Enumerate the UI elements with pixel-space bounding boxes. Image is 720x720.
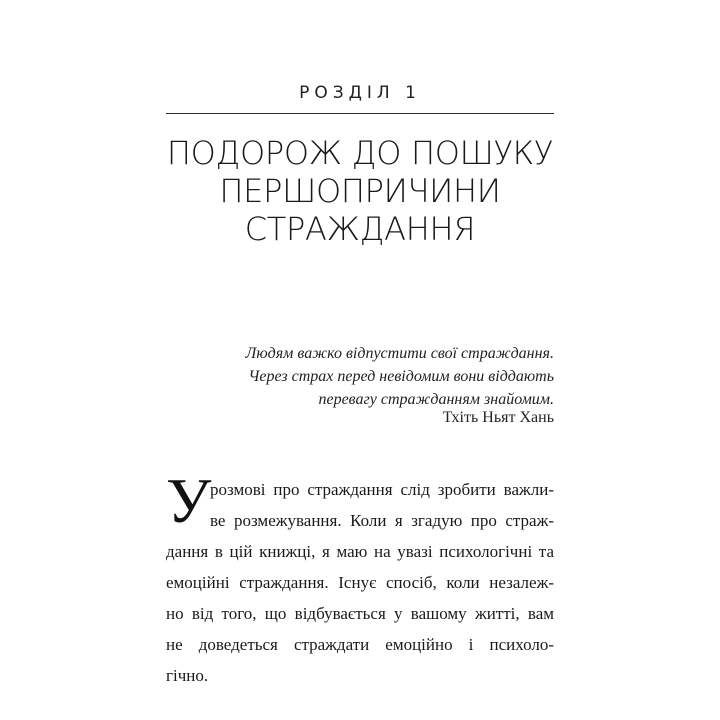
- body-line: дання в цій книжці, я маю на увазі психологічні та: [166, 542, 554, 561]
- chapter-title-line: ПЕРШОПРИЧИНИ: [219, 172, 501, 210]
- body-line: не доведеться страждати емоційно і психоло-: [166, 635, 554, 654]
- epigraph: [154, 342, 554, 411]
- chapter-title: [130, 134, 590, 248]
- chapter-divider: [166, 113, 554, 114]
- drop-cap: У: [166, 465, 212, 536]
- epigraph-line: перевагу стражданням знайомим.: [318, 391, 554, 408]
- chapter-title-line: ПОДОРОЖ ДО ПОШУКУ: [166, 134, 554, 172]
- epigraph-line: Людям важко відпустити свої страждання.: [245, 345, 554, 362]
- body-line: ве розмежування. Коли я згадую про страж-: [210, 511, 554, 530]
- epigraph-attribution: Тхіть Ньят Хань: [442, 409, 554, 426]
- epigraph-line: Через страх перед невідомим вони віддають: [248, 368, 554, 385]
- chapter-label: РОЗДІЛ 1: [299, 83, 421, 103]
- body-line: гічно.: [166, 666, 209, 685]
- chapter-title-line: СТРАЖДАННЯ: [244, 210, 476, 248]
- body-line: розмові про страждання слід зробити важли-: [210, 480, 554, 499]
- body-paragraph: [166, 465, 554, 691]
- body-line: но від того, що відбувається у вашому житті, вам: [166, 604, 554, 623]
- body-line: емоційні страждання. Існує спосіб, коли незалеж-: [166, 573, 554, 592]
